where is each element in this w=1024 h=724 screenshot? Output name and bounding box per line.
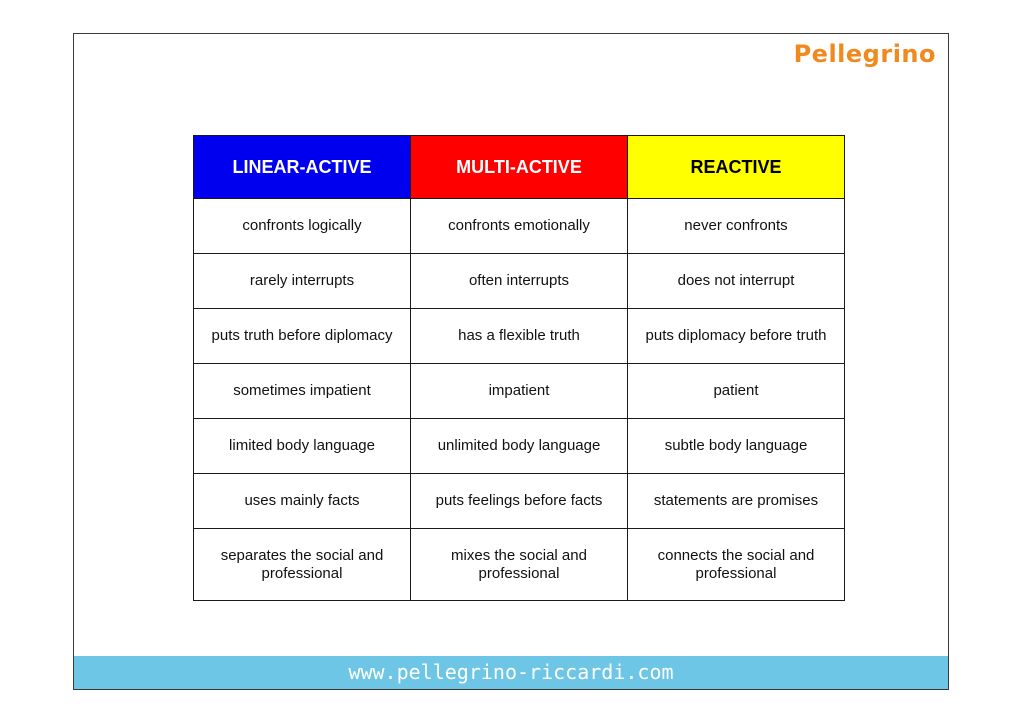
table-cell: never confronts [628,199,845,254]
table-cell: separates the social and professional [194,529,411,601]
slide [73,33,949,690]
table-cell: sometimes impatient [194,364,411,419]
culture-types-table [193,135,845,601]
pellegrino-logo: Pellegrino [793,40,936,68]
table-row [194,419,845,474]
footer-bar [74,656,948,689]
table-cell: puts feelings before facts [411,474,628,529]
table-cell: limited body language [194,419,411,474]
header-row [194,136,845,199]
table-cell: confronts logically [194,199,411,254]
table-cell: patient [628,364,845,419]
table-row [194,364,845,419]
table-cell: unlimited body language [411,419,628,474]
header-reactive: REACTIVE [628,136,845,199]
table-cell: statements are promises [628,474,845,529]
table-cell: confronts emotionally [411,199,628,254]
table-row [194,254,845,309]
table-cell: rarely interrupts [194,254,411,309]
footer-url-link[interactable]: www.pellegrino-riccardi.com [348,660,674,684]
table-cell: mixes the social and professional [411,529,628,601]
table-row [194,199,845,254]
table-row [194,309,845,364]
table-row [194,474,845,529]
table-cell: does not interrupt [628,254,845,309]
header-linear-active: LINEAR-ACTIVE [194,136,411,199]
table-row [194,529,845,601]
table-cell: uses mainly facts [194,474,411,529]
table-cell: puts truth before diplomacy [194,309,411,364]
table-cell: often interrupts [411,254,628,309]
table-cell: subtle body language [628,419,845,474]
table-cell: puts diplomacy before truth [628,309,845,364]
table-cell: connects the social and professional [628,529,845,601]
table-cell: impatient [411,364,628,419]
header-multi-active: MULTI-ACTIVE [411,136,628,199]
table-cell: has a flexible truth [411,309,628,364]
